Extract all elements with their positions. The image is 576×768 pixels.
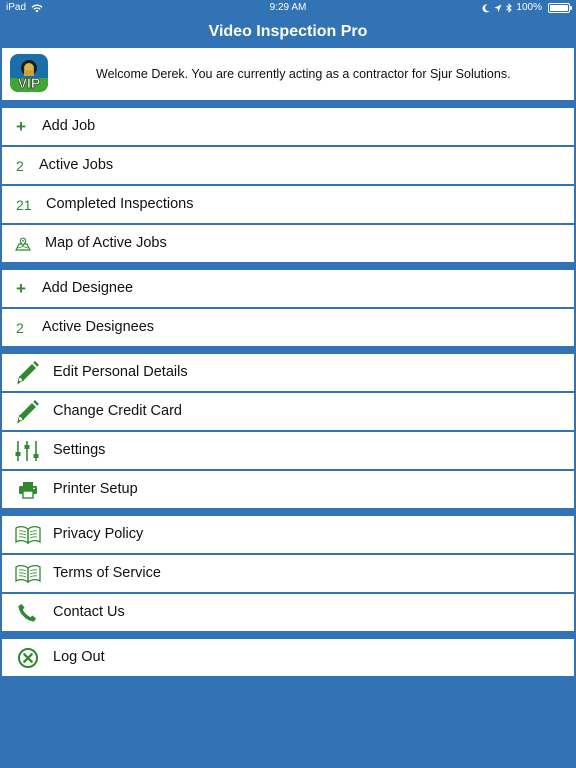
log-out-row[interactable] [2, 639, 574, 676]
map-active-jobs-label: Map of Active Jobs [45, 235, 167, 251]
device-label: iPad [6, 2, 27, 13]
map-active-jobs-row[interactable] [2, 225, 574, 262]
log-out-label: Log Out [53, 649, 105, 665]
active-jobs-label: Active Jobs [39, 157, 114, 173]
contact-us-label: Contact Us [53, 604, 125, 620]
settings-row[interactable] [2, 432, 574, 469]
printer-icon [18, 471, 38, 508]
app-logo [10, 54, 48, 92]
settings-label: Settings [53, 442, 106, 458]
battery-percent: 100% [516, 2, 542, 13]
active-jobs-row[interactable] [2, 147, 574, 184]
contact-us-row[interactable] [2, 594, 574, 631]
status-bar [0, 0, 576, 16]
edit-personal-details-label: Edit Personal Details [53, 364, 188, 380]
welcome-banner [2, 48, 574, 100]
bluetooth-icon [506, 3, 512, 13]
active-jobs-count: 2 [16, 157, 24, 174]
privacy-policy-label: Privacy Policy [53, 526, 144, 542]
status-time: 9:29 AM [269, 2, 307, 13]
completed-inspections-row[interactable] [2, 186, 574, 223]
active-designees-count: 2 [16, 319, 24, 336]
completed-inspections-label: Completed Inspections [46, 196, 194, 212]
book-icon [14, 555, 42, 592]
active-designees-label: Active Designees [42, 319, 155, 335]
close-circle-icon [17, 639, 39, 676]
completed-inspections-count: 21 [16, 196, 32, 213]
privacy-policy-row[interactable] [2, 516, 574, 553]
add-designee-label: Add Designee [42, 280, 134, 296]
moon-icon [482, 4, 490, 13]
plus-icon: + [16, 278, 26, 298]
location-arrow-icon [494, 4, 502, 13]
active-designees-row[interactable] [2, 309, 574, 346]
terms-of-service-label: Terms of Service [53, 565, 161, 581]
pencil-icon [14, 354, 40, 391]
terms-of-service-row[interactable] [2, 555, 574, 592]
phone-icon [17, 594, 37, 631]
battery-icon [548, 3, 570, 13]
map-icon [15, 225, 31, 262]
sliders-icon [14, 432, 40, 469]
plus-icon: + [16, 116, 26, 136]
printer-setup-row[interactable] [2, 471, 574, 508]
change-credit-card-row[interactable] [2, 393, 574, 430]
status-right [482, 0, 570, 16]
add-designee-row[interactable] [2, 270, 574, 307]
pencil-icon [14, 393, 40, 430]
book-icon [14, 516, 42, 553]
add-job-label: Add Job [42, 118, 96, 134]
printer-setup-label: Printer Setup [53, 481, 138, 497]
edit-personal-details-row[interactable] [2, 354, 574, 391]
page-title: Video Inspection Pro [208, 23, 368, 40]
welcome-message: Welcome Derek. You are currently acting as a contractor for Sjur Solutions. [96, 67, 511, 81]
add-job-row[interactable] [2, 108, 574, 145]
logo-text: VIP [17, 75, 41, 91]
change-credit-card-label: Change Credit Card [53, 403, 182, 419]
